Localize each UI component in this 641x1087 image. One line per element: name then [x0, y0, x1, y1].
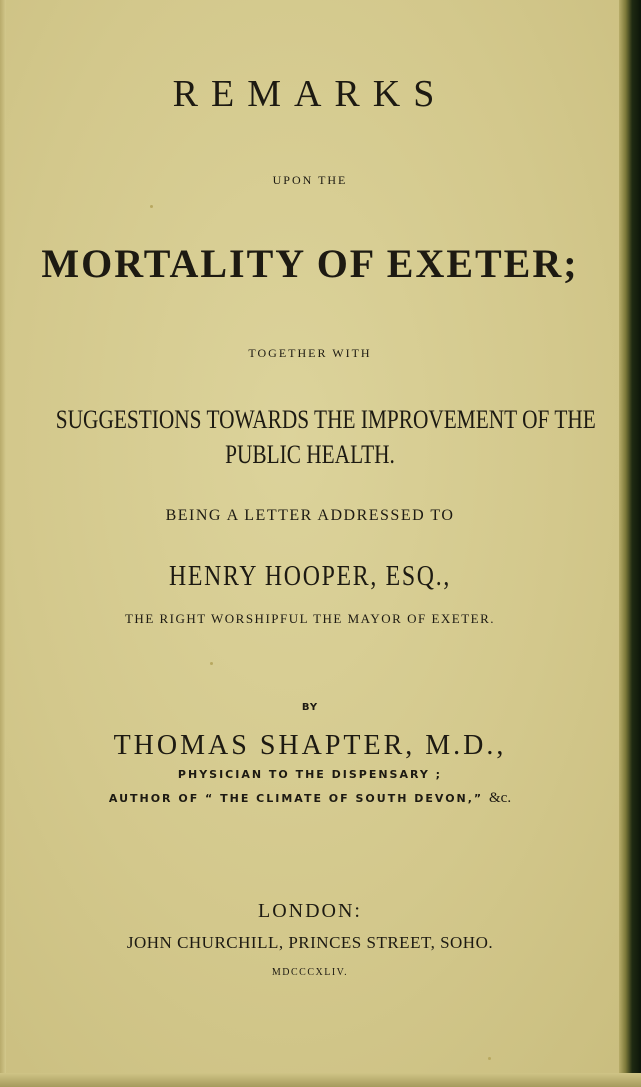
title-mortality: MORTALITY OF EXETER; [41, 241, 579, 286]
imprint-publisher: JOHN CHURCHILL, PRINCES STREET, SOHO. [126, 933, 494, 952]
paper-speck [210, 662, 213, 665]
paper-speck [150, 205, 153, 208]
by-label: BY [301, 702, 319, 713]
title-suggestions-line-2: PUBLIC HEALTH. [225, 440, 395, 469]
paper-speck [488, 1057, 491, 1060]
title-suggestions-line-1: SUGGESTIONS TOWARDS THE IMPROVEMENT OF THE [55, 405, 596, 434]
book-spine-edge [619, 0, 641, 1087]
page-bottom-edge [0, 1073, 641, 1087]
author-previous-work-text: AUTHOR OF “ THE CLIMATE OF SOUTH DEVON,” [108, 792, 484, 805]
addressee-title: THE RIGHT WORSHIPFUL THE MAYOR OF EXETER. [124, 611, 496, 626]
author-role: PHYSICIAN TO THE DISPENSARY ; [177, 768, 443, 781]
page-left-edge [0, 0, 6, 1087]
imprint-city: LONDON: [258, 900, 362, 922]
title-remarks: REMARKS [172, 73, 448, 115]
et-cetera: &c. [489, 790, 512, 806]
author-name: THOMAS SHAPTER, M.D., [113, 730, 507, 761]
author-previous-work [0, 790, 620, 807]
imprint-date: MDCCCXLIV. [271, 967, 349, 978]
letter-description: BEING A LETTER ADDRESSED TO [165, 507, 455, 524]
addressee-name: HENRY HOOPER, ESQ., [168, 561, 452, 592]
subtitle-together-with: TOGETHER WITH [248, 346, 372, 360]
subtitle-upon-the: UPON THE [272, 173, 348, 187]
